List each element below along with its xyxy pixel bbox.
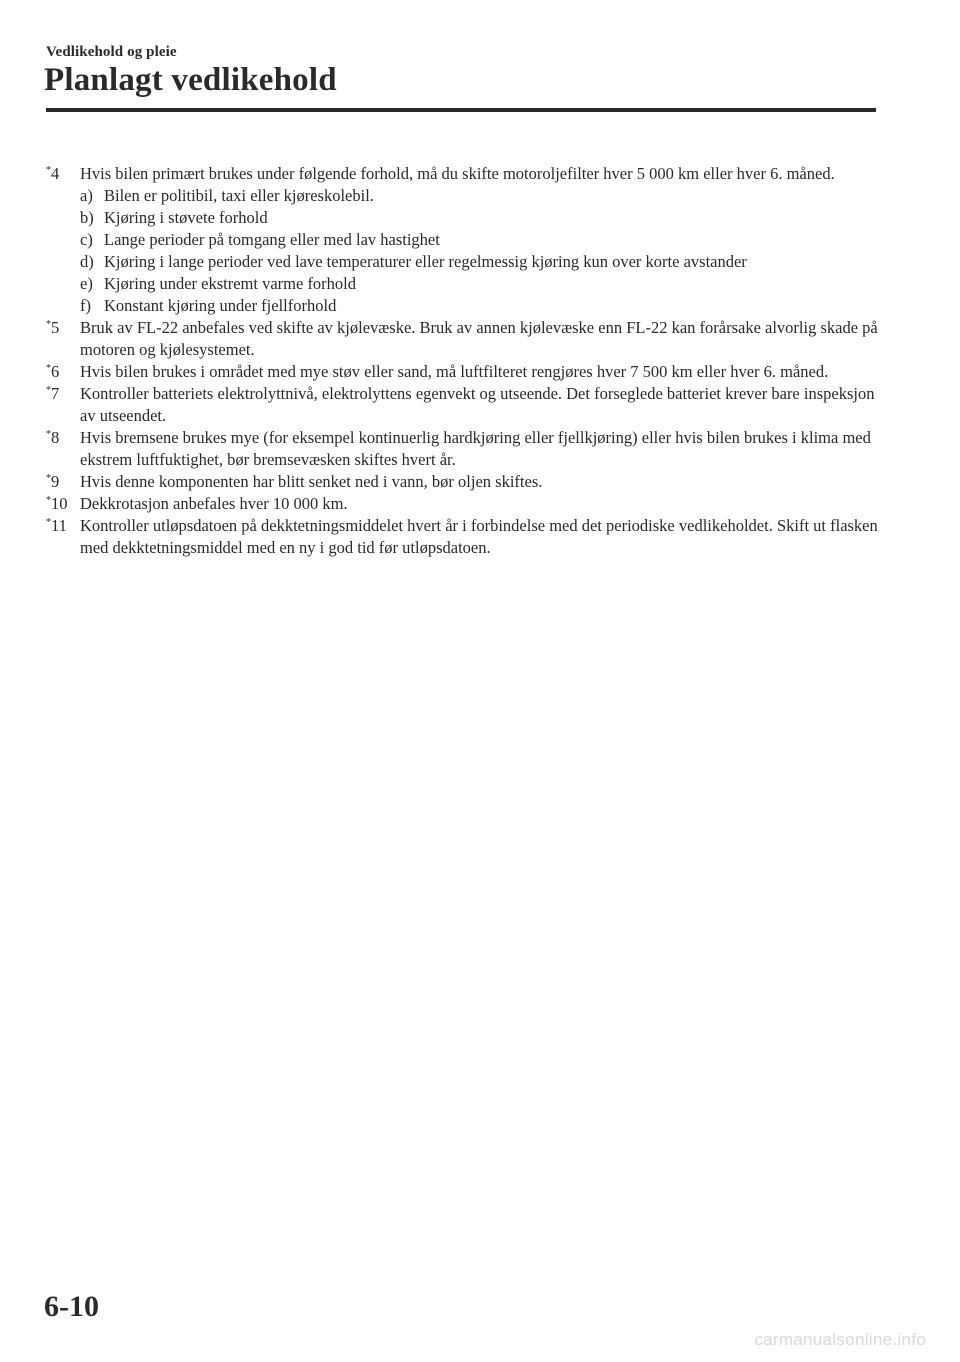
condition-text: Kjøring i lange perioder ved lave temperaturer eller regelmessig kjøring kun over korte avstander (104, 252, 747, 271)
condition-marker: b) (80, 208, 94, 227)
footnote-number (46, 515, 80, 559)
condition-text: Kjøring i støvete forhold (104, 208, 268, 227)
footnote-marker: * (46, 495, 51, 506)
footnote-number-text: 10 (51, 494, 68, 513)
condition-item (80, 295, 886, 317)
footnote-number (46, 471, 80, 493)
footnote-number (46, 427, 80, 471)
footnote-number (46, 383, 80, 427)
footnote-item (46, 493, 886, 515)
footnote-marker: * (46, 517, 51, 528)
condition-marker: d) (80, 252, 94, 271)
condition-item (80, 273, 886, 295)
page-number: 6-10 (44, 1290, 99, 1323)
footnote-text: Dekkrotasjon anbefales hver 10 000 km. (80, 494, 348, 513)
footnote-text: Bruk av FL-22 anbefales ved skifte av kjølevæske. Bruk av annen kjølevæske enn FL-22 kan forårsake alvorlig skade på motoren og kjølesystemet. (80, 318, 878, 359)
footnote-marker: * (46, 385, 51, 396)
footnote-item (46, 515, 886, 559)
section-label: Vedlikehold og pleie (46, 44, 177, 60)
title-divider (46, 108, 876, 112)
footnote-number-text: 7 (51, 384, 60, 403)
footnote-marker: * (46, 473, 51, 484)
footnote-text: Hvis denne komponenten har blitt senket ned i vann, bør oljen skiftes. (80, 472, 543, 491)
footnote-number (46, 163, 80, 185)
footnote-number-text: 6 (51, 362, 60, 381)
footnote-marker: * (46, 363, 51, 374)
condition-marker: e) (80, 274, 93, 293)
condition-text: Bilen er politibil, taxi eller kjøreskolebil. (104, 186, 374, 205)
footnote-text: Hvis bilen brukes i området med mye støv eller sand, må luftfilteret rengjøres hver 7 500 km eller hver 6. måned. (80, 362, 829, 381)
condition-text: Konstant kjøring under fjellforhold (104, 296, 337, 315)
footnote-number-text: 8 (51, 428, 60, 447)
condition-item (80, 251, 886, 273)
footnote-item (46, 427, 886, 471)
footnote-item (46, 383, 886, 427)
footnote-text: Hvis bilen primært brukes under følgende forhold, må du skifte motoroljefilter hver 5 000 km eller hver 6. måned. (80, 164, 835, 183)
watermark[interactable]: carmanualsonline.info (754, 1330, 926, 1349)
footnote-number (46, 361, 80, 383)
page-title: Planlagt vedlikehold (44, 62, 337, 98)
condition-item (80, 229, 886, 251)
footnote-item (46, 163, 886, 185)
footnote-number (46, 493, 80, 515)
condition-text: Kjøring under ekstremt varme forhold (104, 274, 357, 293)
footnote-text: Kontroller batteriets elektrolyttnivå, elektrolyttens egenvekt og utseende. Det forseglede batteriet krever bare inspeksjon av utseendet. (80, 384, 875, 425)
footnote-text: Hvis bremsene brukes mye (for eksempel kontinuerlig hardkjøring eller fjellkjøring) eller hvis bilen brukes i klima med ekstrem luftfuktighet, bør bremsevæsken skiftes hvert år. (80, 428, 871, 469)
footnote-list (46, 163, 886, 559)
footnote-number (46, 317, 80, 361)
condition-marker: f) (80, 296, 91, 315)
footnote-number-text: 9 (51, 472, 60, 491)
footnote-item (46, 317, 886, 361)
footnote-text: Kontroller utløpsdatoen på dekktetningsmiddelet hvert år i forbindelse med det periodiske vedlikeholdet. Skift ut flasken med dekktetningsmiddel med en ny i god tid før utløpsdatoen. (80, 516, 878, 557)
footnote-number-text: 5 (51, 318, 60, 337)
condition-marker: c) (80, 230, 93, 249)
footnote-item (46, 361, 886, 383)
condition-item (80, 185, 886, 207)
footnote-number-text: 11 (51, 516, 67, 535)
footnote-item (46, 471, 886, 493)
condition-marker: a) (80, 186, 93, 205)
condition-text: Lange perioder på tomgang eller med lav hastighet (104, 230, 440, 249)
condition-list (80, 185, 886, 317)
footnote-marker: * (46, 319, 51, 330)
footnote-number-text: 4 (51, 164, 60, 183)
condition-item (80, 207, 886, 229)
footnote-marker: * (46, 165, 51, 176)
footnote-marker: * (46, 429, 51, 440)
